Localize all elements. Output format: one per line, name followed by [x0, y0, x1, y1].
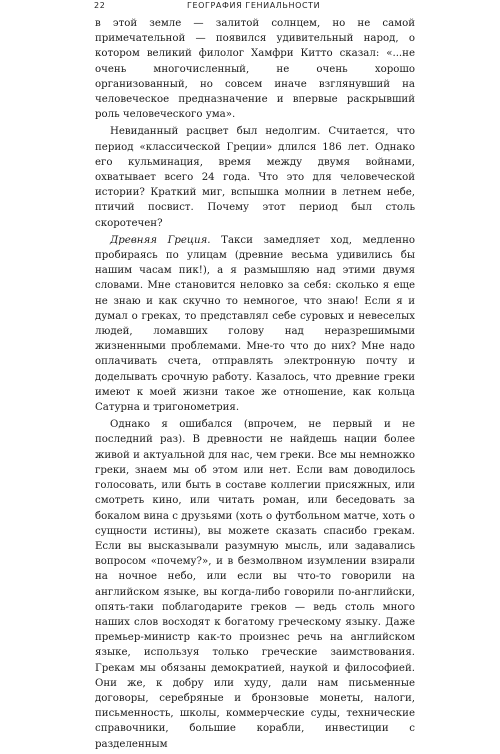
paragraph-1: в этой земле — залитой солнцем, но не самой примечательной — появился удивительный народ, о котором великий филолог Хамфри Китто сказал: «...не очень многочисленный, не очень хорошо организованный, но совсем иначе взглянувший на человеческое предназначение и впервые раскрывший роль человеческого ума». — [95, 18, 415, 121]
page-number: 22 — [94, 1, 106, 10]
paragraph-3-text: Такси замедляет ход, медленно пробираясь по улицам (древние весьма удивились бы нашим часам пик!), а я размышляю над этими двумя словами. Мне становится неловко за себя: сколько я еще не знаю и как скучно то немногое, что знаю! Если я и думал о греках, то представлял себе суровых и невеселых людей, ломавших голову над неразрешимыми жизненными проблемами. Мне-то что до них? Мне надо оплачивать счета, отправлять электронную почту и доделывать срочную работу. Казалось, что древние греки имеют к моей жизни такое же отношение, как кольца Сатурна и тригонометрия. — [95, 234, 415, 414]
paragraph-4: Однако я ошибался (впрочем, не первый и не последний раз). В древности не найдешь нации более живой и актуальной для нас, чем греки. Все мы немножко греки, знаем мы об этом или нет. Если вам доводилось голосовать, или быть в составе коллегии присяжных, или смотреть кино, или читать роман, или беседовать за бокалом вина с друзьями (хоть о футбольном матче, хоть о сущности истины), вы можете сказать спасибо грекам. Если вы высказывали разумную мысль, или задавались вопросом «почему?», и в безмолвном изумлении взирали на ночное небо, или если вы что-то говорили на английском языке, вы когда-либо говорили по-английски, опять-таки поблагодарите греков — ведь столь много наших слов восходят к богатому греческому языку. Даже премьер-министр как-то произнес речь на английском языке, используя только греческие заимствования. Грекам мы обязаны демократией, наукой и философией. Они же, к добру или худу, дали нам письменные договоры, серебряные и бронзовые монеты, налоги, письменность, школы, коммерческие суды, технические справочники, большие корабли, инвестиции с разделенным — [95, 419, 415, 750]
body-text — [95, 16, 415, 754]
running-title: ГЕОГРАФИЯ ГЕНИАЛЬНОСТИ — [187, 1, 321, 10]
paragraph-2: Невиданный расцвет был недолгим. Считается, что период «классической Греции» длился 186 лет. Однако его кульминация, время между двумя войнами, охватывает всего 24 года. Что это для человеческой истории? Краткий миг, вспышка молнии в летнем небе, птичий посвист. Почему этот период был столь скоротечен? — [95, 126, 415, 229]
running-header — [0, 0, 500, 14]
paragraph-3-lead: Древняя Греция. — [110, 234, 211, 246]
paragraph-3 — [95, 233, 415, 415]
